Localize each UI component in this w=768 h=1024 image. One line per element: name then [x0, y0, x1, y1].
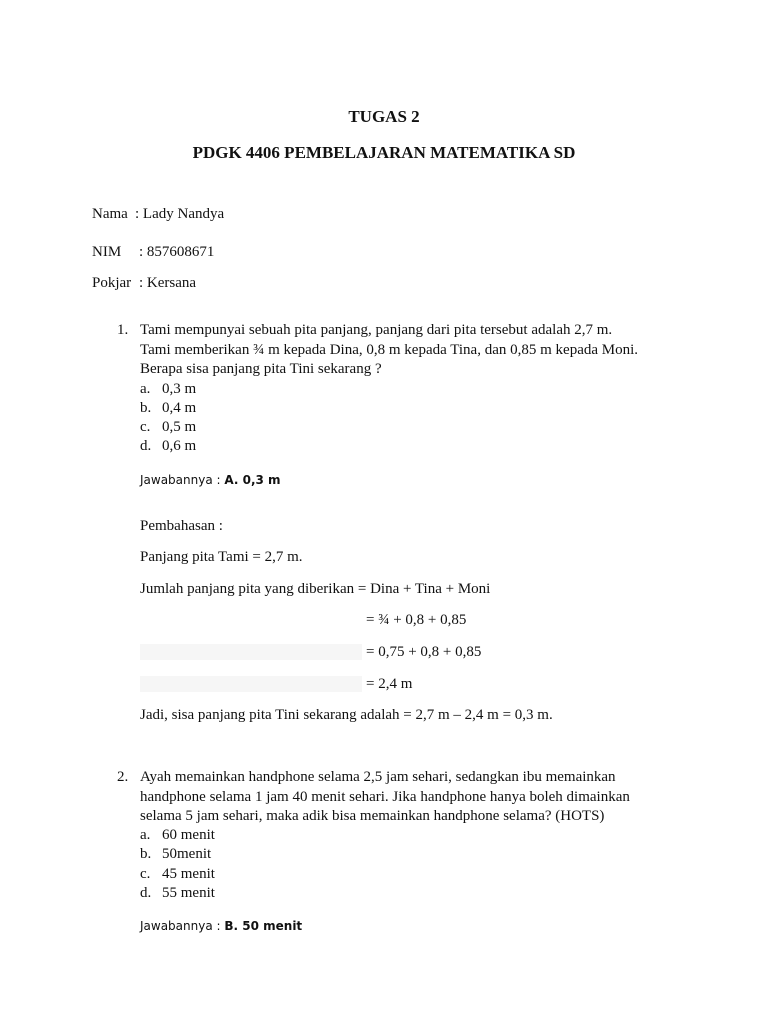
course-title: PDGK 4406 PEMBELAJARAN MATEMATIKA SD	[192, 143, 576, 162]
document-title: TUGAS 2	[348, 107, 420, 126]
answer-value: B. 50 menit	[224, 919, 303, 933]
discussion-step: = 0,75 + 0,8 + 0,85	[366, 644, 482, 660]
pokjar-value: : Kersana	[139, 275, 197, 291]
question-2-line: handphone selama 1 jam 40 menit sehari. Jika handphone hanya boleh dimainkan	[140, 789, 630, 805]
discussion-step: = ¾ + 0,8 + 0,85	[366, 612, 467, 628]
question-1-line: Tami mempunyai sebuah pita panjang, panjang dari pita tersebut adalah 2,7 m.	[140, 322, 613, 338]
question-2-line: Ayah memainkan handphone selama 2,5 jam sehari, sedangkan ibu memainkan	[140, 769, 616, 785]
option-text: 0,5 m	[162, 419, 197, 435]
shade-band	[140, 644, 362, 660]
answer-2	[140, 919, 302, 933]
question-1-number: 1.	[117, 322, 129, 338]
question-2-number: 2.	[117, 769, 129, 785]
nim-label: NIM	[92, 244, 122, 260]
option-letter: b.	[140, 400, 152, 416]
option-text: 50menit	[162, 846, 212, 862]
question-1-line: Berapa sisa panjang pita Tini sekarang ?	[140, 361, 382, 377]
option-letter: a.	[140, 381, 151, 397]
nama-label: Nama	[92, 206, 128, 222]
option-letter: c.	[140, 419, 151, 435]
option-letter: b.	[140, 846, 152, 862]
option-text: 0,3 m	[162, 381, 197, 397]
shade-band	[140, 676, 362, 692]
option-letter: a.	[140, 827, 151, 843]
nama-value: : Lady Nandya	[135, 206, 225, 222]
option-text: 0,4 m	[162, 400, 197, 416]
question-2-line: selama 5 jam sehari, maka adik bisa memainkan handphone selama? (HOTS)	[140, 808, 605, 824]
option-text: 0,6 m	[162, 438, 197, 454]
option-text: 55 menit	[162, 885, 215, 901]
option-letter: d.	[140, 885, 152, 901]
option-letter: c.	[140, 866, 151, 882]
answer-value: A. 0,3 m	[224, 473, 281, 487]
discussion-conclusion: Jadi, sisa panjang pita Tini sekarang adalah = 2,7 m – 2,4 m = 0,3 m.	[140, 707, 553, 723]
option-letter: d.	[140, 438, 152, 454]
question-1-line: Tami memberikan ¾ m kepada Dina, 0,8 m kepada Tina, dan 0,85 m kepada Moni.	[140, 342, 639, 358]
answer-label: Jawabannya :	[140, 919, 225, 933]
discussion-step: Panjang pita Tami = 2,7 m.	[140, 549, 303, 565]
discussion-step: = 2,4 m	[366, 676, 413, 692]
option-text: 45 menit	[162, 866, 215, 882]
pokjar-label: Pokjar	[92, 275, 132, 291]
answer-1	[140, 473, 281, 487]
discussion-label: Pembahasan :	[140, 518, 223, 534]
answer-label: Jawabannya :	[140, 473, 225, 487]
option-text: 60 menit	[162, 827, 215, 843]
discussion-step: Jumlah panjang pita yang diberikan = Dina + Tina + Moni	[140, 581, 491, 597]
nim-value: : 857608671	[139, 244, 215, 260]
